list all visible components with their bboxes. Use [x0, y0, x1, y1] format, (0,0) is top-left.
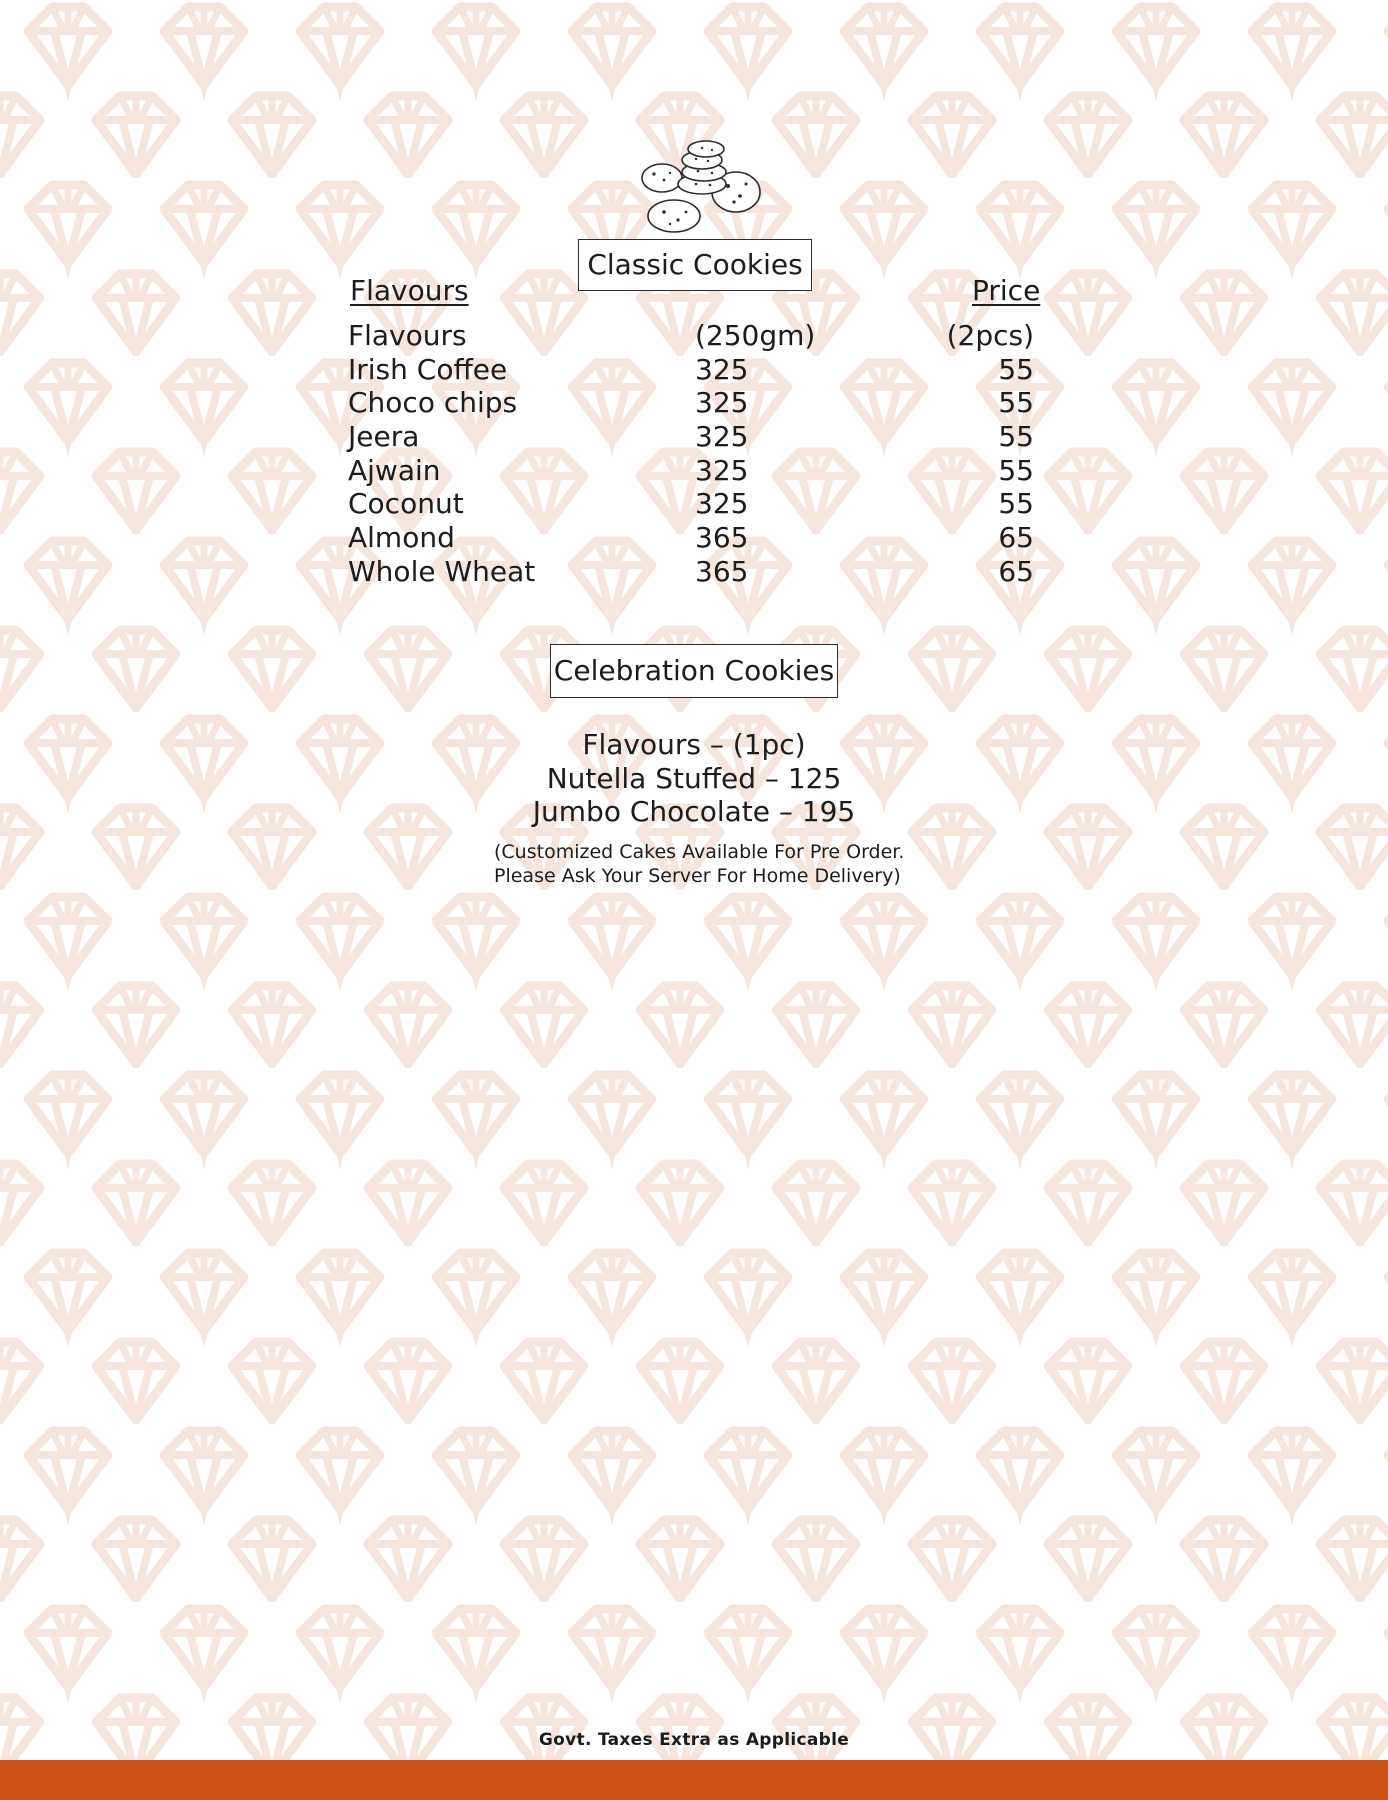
flavour-name: Choco chips	[348, 386, 518, 420]
table-row	[348, 353, 1034, 387]
flavour-name: Jeera	[348, 420, 420, 454]
taxes-footnote: Govt. Taxes Extra as Applicable	[538, 1730, 850, 1750]
celebration-cookies-list	[394, 728, 994, 829]
table-row	[348, 487, 1034, 521]
list-item: Flavours – (1pc)	[582, 728, 806, 761]
price-column-header: Price	[972, 274, 1041, 307]
table-row	[348, 521, 1034, 555]
note-line: (Customized Cakes Available For Pre Order.	[494, 841, 905, 863]
price-2pcs: 65	[998, 554, 1034, 588]
price-250gm: 325	[695, 453, 749, 487]
flavour-name: Irish Coffee	[348, 352, 508, 386]
note-line: Please Ask Your Server For Home Delivery)	[494, 865, 901, 887]
list-item: Jumbo Chocolate – 195	[532, 795, 856, 829]
footer-bar	[0, 1760, 1388, 1800]
flavours-column-header: Flavours	[350, 274, 469, 307]
flavour-name: Flavours	[348, 319, 467, 352]
price-2pcs: 65	[998, 521, 1034, 555]
cookie-stack-icon	[640, 140, 764, 236]
table-row	[348, 319, 1034, 353]
price-250gm: 365	[695, 554, 749, 588]
table-row	[348, 555, 1034, 589]
price-2pcs: (2pcs)	[946, 319, 1034, 352]
classic-cookies-table	[348, 319, 1034, 589]
price-2pcs: 55	[998, 352, 1034, 386]
classic-cookies-title: Classic Cookies	[578, 239, 812, 291]
flavour-name: Whole Wheat	[348, 554, 536, 588]
price-2pcs: 55	[998, 386, 1034, 420]
price-250gm: 325	[695, 487, 749, 521]
flavour-name: Coconut	[348, 487, 464, 521]
price-250gm: 325	[695, 420, 749, 454]
celebration-cookies-title: Celebration Cookies	[550, 644, 838, 698]
table-row	[348, 386, 1034, 420]
flavour-name: Almond	[348, 521, 455, 555]
price-2pcs: 55	[998, 453, 1034, 487]
list-item: Nutella Stuffed – 125	[546, 761, 842, 795]
pre-order-note	[494, 840, 914, 888]
table-row	[348, 420, 1034, 454]
price-250gm: 325	[695, 386, 749, 420]
price-250gm: 365	[695, 521, 749, 555]
price-2pcs: 55	[998, 420, 1034, 454]
flavour-name: Ajwain	[348, 453, 441, 487]
price-250gm: (250gm)	[695, 319, 816, 352]
price-250gm: 325	[695, 352, 749, 386]
price-2pcs: 55	[998, 487, 1034, 521]
table-row	[348, 454, 1034, 488]
